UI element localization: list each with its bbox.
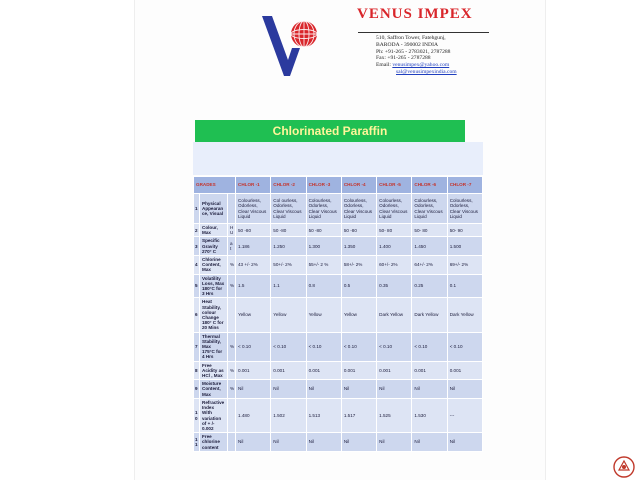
- row-number: 6: [194, 298, 200, 332]
- table-cell: 1.500: [447, 237, 482, 256]
- table-cell: Nil: [447, 433, 482, 452]
- table-cell: < 0.10: [271, 332, 306, 361]
- row-number: 10: [194, 398, 200, 432]
- table-cell: 1.530: [412, 398, 447, 432]
- table-cell: Nil: [377, 433, 412, 452]
- product-title-banner: Chlorinated Paraffin: [195, 120, 465, 143]
- property-unit: %: [228, 332, 236, 361]
- table-cell: < 0.10: [377, 332, 412, 361]
- grade-header: CHLOR -4: [341, 177, 376, 194]
- property-unit: [228, 194, 236, 224]
- table-cell: Nil: [377, 380, 412, 399]
- table-cell: 0.5: [341, 274, 376, 298]
- table-cell: Colourless, Odorless, Clear Viscous Liquid: [447, 194, 482, 224]
- grade-header: CHLOR -7: [447, 177, 482, 194]
- email-line: [376, 62, 496, 69]
- property-unit: %: [228, 256, 236, 275]
- header-band: [193, 142, 483, 175]
- property-name: Free Acidity as HCl , Max: [200, 361, 228, 380]
- row-number: 7: [194, 332, 200, 361]
- table-cell: 0.001: [271, 361, 306, 380]
- table-cell: Dark Yellow: [377, 298, 412, 332]
- grade-header: CHLOR -5: [377, 177, 412, 194]
- table-cell: 1.480: [236, 398, 271, 432]
- row-number: 4: [194, 256, 200, 275]
- grade-header: CHLOR -2: [271, 177, 306, 194]
- table-cell: 0.35: [377, 274, 412, 298]
- table-cell: 50+/- 2%: [271, 256, 306, 275]
- row-number: 8: [194, 361, 200, 380]
- spec-table-body: [194, 177, 483, 452]
- table-cell: 1.450: [412, 237, 447, 256]
- table-cell: < 0.10: [306, 332, 341, 361]
- table-cell: Colourless, Odorless, Clear Viscous Liquid: [236, 194, 271, 224]
- table-cell: 55+/- 2 %: [306, 256, 341, 275]
- table-cell: Colourless, Odorless, Clear Viscous Liquid: [412, 194, 447, 224]
- table-cell: Nil: [236, 433, 271, 452]
- table-row: [194, 298, 483, 332]
- table-cell: 0.001: [306, 361, 341, 380]
- table-cell: 0.001: [412, 361, 447, 380]
- table-cell: 1.513: [306, 398, 341, 432]
- table-row: [194, 380, 483, 399]
- email-link-1[interactable]: venusimpex@yahoo.com: [392, 62, 450, 69]
- watermark-stamp-icon: [612, 455, 636, 479]
- table-cell: 1.517: [341, 398, 376, 432]
- table-cell: Nil: [271, 380, 306, 399]
- table-row: [194, 256, 483, 275]
- table-cell: 0.1: [447, 274, 482, 298]
- property-unit: [228, 398, 236, 432]
- grade-header: CHLOR -3: [306, 177, 341, 194]
- table-cell: < 0.10: [412, 332, 447, 361]
- table-cell: 43 +/- 2%: [236, 256, 271, 275]
- table-cell: Yellow: [236, 298, 271, 332]
- address-line: Fax: +91-265 - 2787288: [376, 55, 431, 62]
- table-row: [194, 274, 483, 298]
- table-cell: 0.001: [447, 361, 482, 380]
- row-number: 2: [194, 224, 200, 237]
- table-cell: 1.5: [236, 274, 271, 298]
- property-name: Heat Stability, colour Change 180° C for 20 Mins: [200, 298, 228, 332]
- table-cell: 1.400: [377, 237, 412, 256]
- header-rule: [358, 32, 489, 33]
- table-row: [194, 332, 483, 361]
- table-cell: 0.25: [412, 274, 447, 298]
- row-number: 11: [194, 433, 200, 452]
- property-unit: at: [228, 237, 236, 256]
- table-cell: 1.350: [341, 237, 376, 256]
- table-cell: Yellow: [306, 298, 341, 332]
- table-cell: ---: [447, 398, 482, 432]
- table-cell: Nil: [306, 433, 341, 452]
- table-cell: Nil: [412, 433, 447, 452]
- table-row: [194, 224, 483, 237]
- table-cell: 0.001: [377, 361, 412, 380]
- table-cell: Nil: [306, 380, 341, 399]
- table-cell: Col ourless, Odorless, Clear Viscous Liquid: [271, 194, 306, 224]
- property-unit: HU: [228, 224, 236, 237]
- property-unit: %: [228, 274, 236, 298]
- company-name: VENUS IMPEX: [357, 6, 473, 22]
- table-cell: 58+/- 2%: [341, 256, 376, 275]
- property-name: Specific Gravity 270° C: [200, 237, 228, 256]
- property-name: Thermal Stability, Max 175°C for 4 Hrs: [200, 332, 228, 361]
- table-row: [194, 433, 483, 452]
- table-cell: Nil: [271, 433, 306, 452]
- row-number: 9: [194, 380, 200, 399]
- table-cell: 0.001: [341, 361, 376, 380]
- email-line: [376, 69, 496, 76]
- table-row: [194, 194, 483, 224]
- property-unit: %: [228, 380, 236, 399]
- property-name: Free chlorine content: [200, 433, 228, 452]
- table-header-row: [194, 177, 483, 194]
- table-cell: < 0.10: [236, 332, 271, 361]
- table-cell: Colourless, Odorless, Clear Viscous Liquid: [341, 194, 376, 224]
- property-name: Volatility Loss, Max 180°C for 3 Hrs: [200, 274, 228, 298]
- property-name: Moisture Content, Max: [200, 380, 228, 399]
- property-unit: %: [228, 361, 236, 380]
- spec-table: [193, 176, 483, 452]
- address-line: Ph: +91-265 - 2783021, 2787288: [376, 48, 451, 55]
- table-cell: 0.8: [306, 274, 341, 298]
- grades-label: GRADES: [194, 177, 236, 194]
- table-cell: 1.525: [377, 398, 412, 432]
- property-unit: [228, 298, 236, 332]
- venus-logo-icon: [262, 16, 318, 76]
- row-number: 3: [194, 237, 200, 256]
- email-link-2[interactable]: sal@venusimpexindia.com: [396, 68, 457, 75]
- table-cell: Dark Yellow: [447, 298, 482, 332]
- table-cell: 0.001: [236, 361, 271, 380]
- table-cell: 50 -80: [341, 224, 376, 237]
- table-cell: 1.1: [271, 274, 306, 298]
- property-name: Chlorine Content, Max: [200, 256, 228, 275]
- table-cell: Nil: [447, 380, 482, 399]
- table-cell: 69+/- 2%: [447, 256, 482, 275]
- table-cell: 1.502: [271, 398, 306, 432]
- grade-header: CHLOR -6: [412, 177, 447, 194]
- row-number: 5: [194, 274, 200, 298]
- table-cell: Colourless, Odorless, Clear Viscous Liquid: [306, 194, 341, 224]
- table-cell: Dark Yellow: [412, 298, 447, 332]
- table-cell: 1.186: [236, 237, 271, 256]
- address-line: 510, Saffron Tower, Fatehgunj,: [376, 35, 446, 41]
- table-cell: 50- 90: [447, 224, 482, 237]
- table-cell: 64+/- 2%: [412, 256, 447, 275]
- table-cell: Yellow: [341, 298, 376, 332]
- email-label: Email:: [376, 62, 391, 69]
- table-row: [194, 237, 483, 256]
- table-cell: 1.300: [306, 237, 341, 256]
- table-cell: 50 -80: [236, 224, 271, 237]
- table-cell: Nil: [341, 380, 376, 399]
- table-cell: 1.250: [271, 237, 306, 256]
- grade-header: CHLOR -1: [236, 177, 271, 194]
- property-name: Physical Appearance, Visual: [200, 194, 228, 224]
- table-cell: 50 -80: [306, 224, 341, 237]
- table-cell: Nil: [236, 380, 271, 399]
- table-cell: Nil: [412, 380, 447, 399]
- table-cell: Colourless, Odorless, Clear Viscous Liquid: [377, 194, 412, 224]
- table-cell: < 0.10: [447, 332, 482, 361]
- property-name: Colour, Max: [200, 224, 228, 237]
- company-address: [376, 35, 496, 76]
- property-name: Refractive Index With variation of + /- 0.002: [200, 398, 228, 432]
- table-row: [194, 398, 483, 432]
- table-cell: 60+/- 2%: [377, 256, 412, 275]
- table-cell: Nil: [341, 433, 376, 452]
- address-line: BARODA - 390002 INDIA: [376, 41, 438, 48]
- table-cell: 50- 80: [377, 224, 412, 237]
- property-unit: [228, 433, 236, 452]
- table-cell: Yellow: [271, 298, 306, 332]
- table-cell: < 0.10: [341, 332, 376, 361]
- table-cell: 50- 80: [412, 224, 447, 237]
- table-cell: 50 -80: [271, 224, 306, 237]
- table-row: [194, 361, 483, 380]
- row-number: 1: [194, 194, 200, 224]
